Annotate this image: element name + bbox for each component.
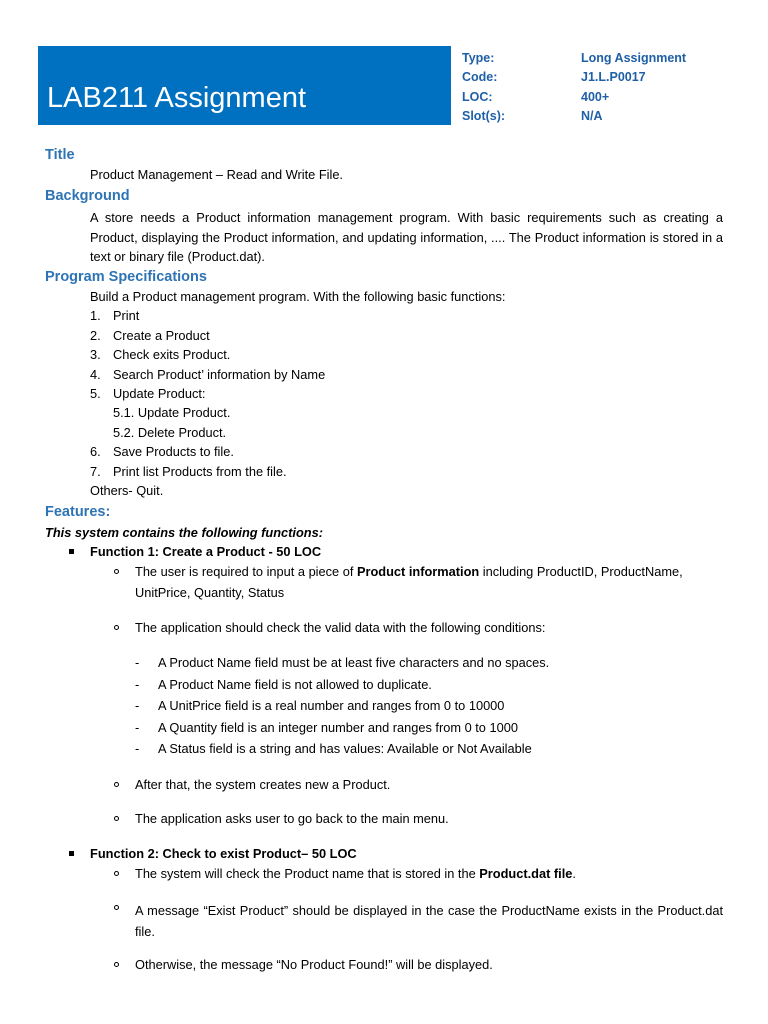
meta-value-loc: 400+	[581, 89, 610, 104]
spec-item-number: 6.	[90, 444, 101, 459]
spec-item-search: Search Product’ information by Name	[113, 367, 326, 382]
title-banner	[38, 46, 451, 125]
function1-bullet1: The user is required to input a piece of Product information including ProductID, ProductName,	[135, 564, 683, 579]
spec-item-update: Update Product:	[113, 386, 206, 401]
spec-item-number: 4.	[90, 367, 101, 382]
features-intro: This system contains the following functions:	[45, 525, 323, 540]
condition-item: A Product Name field must be at least five characters and no spaces.	[158, 655, 550, 670]
function2-bullet3: Otherwise, the message “No Product Found!” will be displayed.	[135, 957, 493, 972]
circle-bullet-icon	[114, 625, 119, 630]
meta-keys	[462, 49, 505, 126]
meta-values	[581, 49, 686, 126]
spec-item-number: 1.	[90, 308, 101, 323]
spec-heading: Program Specifications	[45, 269, 207, 285]
spec-item-create: Create a Product	[113, 328, 210, 343]
condition-item: A Status field is a string and has values: Available or Not Available	[158, 741, 532, 756]
spec-others: Others- Quit.	[90, 483, 164, 498]
spec-item-check: Check exits Product.	[113, 347, 231, 362]
banner-title: LAB211 Assignment	[47, 82, 307, 114]
square-bullet-icon	[69, 851, 74, 856]
condition-item: A Product Name field is not allowed to duplicate.	[158, 677, 432, 692]
circle-bullet-icon	[114, 905, 119, 910]
spec-item-save: Save Products to file.	[113, 444, 234, 459]
spec-item-number: 5.	[90, 386, 101, 401]
condition-item: A Quantity field is an integer number and ranges from 0 to 1000	[158, 720, 518, 735]
square-bullet-icon	[69, 549, 74, 554]
background-text: A store needs a Product information management program. With basic requirements such as creating a Product, displaying the Product information, and updating information, .... The Product information is stored in a text or binary file (Product.dat).	[90, 210, 723, 264]
spec-subitem-delete: 5.2. Delete Product.	[113, 425, 227, 440]
meta-key-code: Code:	[462, 70, 498, 85]
dash-bullet-icon: -	[135, 655, 140, 670]
spec-subitem-update: 5.1. Update Product.	[113, 405, 231, 420]
dash-bullet-icon: -	[135, 677, 140, 692]
meta-key-type: Type:	[462, 51, 495, 65]
circle-bullet-icon	[114, 816, 119, 821]
function1-bullet3: After that, the system creates new a Product.	[135, 777, 391, 792]
background-heading: Background	[45, 188, 130, 204]
meta-value-slots: N/A	[581, 108, 603, 123]
spec-item-number: 2.	[90, 328, 101, 343]
meta-value-code: J1.L.P0017	[581, 70, 646, 85]
function2-title: Function 2: Check to exist Product– 50 LOC	[90, 846, 357, 861]
features-heading: Features:	[45, 504, 111, 520]
spec-item-number: 7.	[90, 464, 101, 479]
circle-bullet-icon	[114, 782, 119, 787]
spec-item-print-list: Print list Products from the file.	[113, 464, 287, 479]
meta-key-slots: Slot(s):	[462, 108, 506, 123]
circle-bullet-icon	[114, 962, 119, 967]
title-heading: Title	[45, 147, 75, 163]
spec-intro: Build a Product management program. With the following basic functions:	[90, 289, 506, 304]
dash-bullet-icon: -	[135, 720, 140, 735]
title-text: Product Management – Read and Write File.	[90, 167, 343, 182]
spec-item-print: Print	[113, 308, 140, 323]
circle-bullet-icon	[114, 871, 119, 876]
function1-title: Function 1: Create a Product - 50 LOC	[90, 544, 322, 559]
circle-bullet-icon	[114, 569, 119, 574]
meta-value-type: Long Assignment	[581, 51, 687, 65]
function2-bullet2: A message “Exist Product” should be displayed in the case the ProductName exists in the Product.dat file.	[135, 903, 723, 939]
dash-bullet-icon: -	[135, 698, 140, 713]
spec-item-number: 3.	[90, 347, 101, 362]
meta-key-loc: LOC:	[462, 89, 493, 104]
dash-bullet-icon: -	[135, 741, 140, 756]
function1-bullet1-line2: UnitPrice, Quantity, Status	[135, 585, 285, 600]
function1-bullet2: The application should check the valid data with the following conditions:	[135, 620, 546, 635]
function1-bullet4: The application asks user to go back to the main menu.	[135, 811, 449, 826]
condition-item: A UnitPrice field is a real number and ranges from 0 to 10000	[158, 698, 505, 713]
function2-bullet1: The system will check the Product name that is stored in the Product.dat file.	[135, 866, 576, 881]
